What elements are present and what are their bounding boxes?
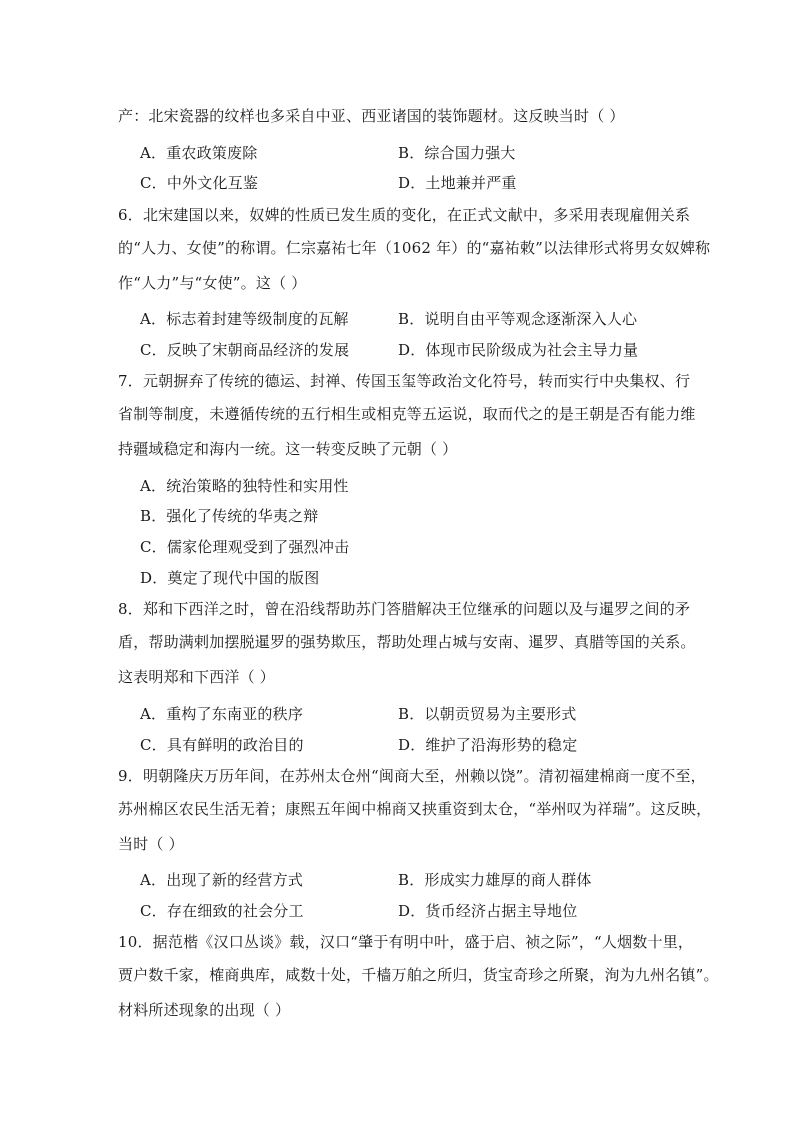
q5-option-c: C．中外文化互鉴 — [140, 174, 259, 192]
question-6-line-2: 的“人力、女使”的称谓。仁宗嘉祐七年（1062 年）的“嘉祐敕”以法律形式将男女奴婢称 — [118, 239, 711, 257]
q9-option-b: B．形成实力雄厚的商人群体 — [398, 871, 592, 889]
q7-option-d: D．奠定了现代中国的版图 — [140, 569, 320, 587]
question-9-line-1: 9．明朝隆庆万历年间，在苏州太仓州“闽商大至，州赖以饶”。清初福建棉商一度不至， — [118, 767, 706, 785]
q7-option-a: A．统治策略的独特性和实用性 — [140, 477, 349, 495]
q8-option-b: B．以朝贡贸易为主要形式 — [398, 705, 577, 723]
question-7-line-1: 7．元朝摒弃了传统的德运、封禅、传国玉玺等政治文化符号，转而实行中央集权、行 — [118, 372, 691, 390]
q8-option-d: D．维护了沿海形势的稳定 — [398, 736, 578, 754]
q5-option-d: D．土地兼并严重 — [398, 174, 517, 192]
q9-option-d: D．货币经济占据主导地位 — [398, 902, 578, 920]
question-9-line-3: 当时（ ） — [118, 835, 184, 853]
q9-option-a: A．出现了新的经营方式 — [140, 871, 304, 889]
question-5-stem-tail: 产：北宋瓷器的纹样也多采自中亚、西亚诸国的装饰题材。这反映当时（ ） — [118, 107, 625, 125]
q7-option-b: B．强化了传统的华夷之辩 — [140, 507, 319, 525]
question-6-line-3: 作“人力”与“女使”。这（ ） — [118, 274, 307, 292]
q9-option-c: C．存在细致的社会分工 — [140, 902, 304, 920]
question-8-line-3: 这表明郑和下西洋（ ） — [118, 668, 275, 686]
question-8-line-1: 8．郑和下西洋之时，曾在沿线帮助苏门答腊解决王位继承的问题以及与暹罗之间的矛 — [118, 600, 691, 618]
q8-option-c: C．具有鲜明的政治目的 — [140, 736, 304, 754]
q6-option-d: D．体现市民阶级成为社会主导力量 — [398, 341, 639, 359]
q5-option-a: A．重农政策废除 — [140, 144, 258, 162]
q6-option-c: C．反映了宋朝商品经济的发展 — [140, 341, 350, 359]
question-9-line-2: 苏州棉区农民生活无着；康熙五年闽中棉商又挟重资到太仓，“举州叹为祥瑞”。这反映， — [118, 800, 712, 818]
question-7-line-3: 持疆域稳定和海内一统。这一转变反映了元朝（ ） — [118, 440, 458, 458]
question-10-line-3: 材料所述现象的出现（ ） — [118, 1001, 291, 1019]
question-6-line-1: 6．北宋建国以来，奴婢的性质已发生质的变化，在正式文献中，多采用表现雇佣关系 — [118, 206, 691, 224]
question-7-line-2: 省制等制度，未遵循传统的五行相生或相克等五运说，取而代之的是王朝是否有能力维 — [118, 405, 696, 423]
q5-option-b: B．综合国力强大 — [398, 144, 516, 162]
q7-option-c: C．儒家伦理观受到了强烈冲击 — [140, 538, 350, 556]
question-10-line-1: 10．据范楷《汉口丛谈》载，汉口“肇于有明中叶，盛于启、祯之际”，“人烟数十里， — [118, 933, 694, 951]
q6-option-b: B．说明自由平等观念逐渐深入人心 — [398, 310, 638, 328]
q6-option-a: A．标志着封建等级制度的瓦解 — [140, 310, 349, 328]
question-8-line-2: 盾，帮助满剌加摆脱暹罗的强势欺压，帮助处理占城与安南、暹罗、真腊等国的关系。 — [118, 633, 696, 651]
q8-option-a: A．重构了东南亚的秩序 — [140, 705, 304, 723]
question-10-line-2: 贾户数千家，榷商典库，咸数十处，千樯万舶之所归，货宝奇珍之所聚，洵为九州名镇”。 — [118, 966, 719, 984]
